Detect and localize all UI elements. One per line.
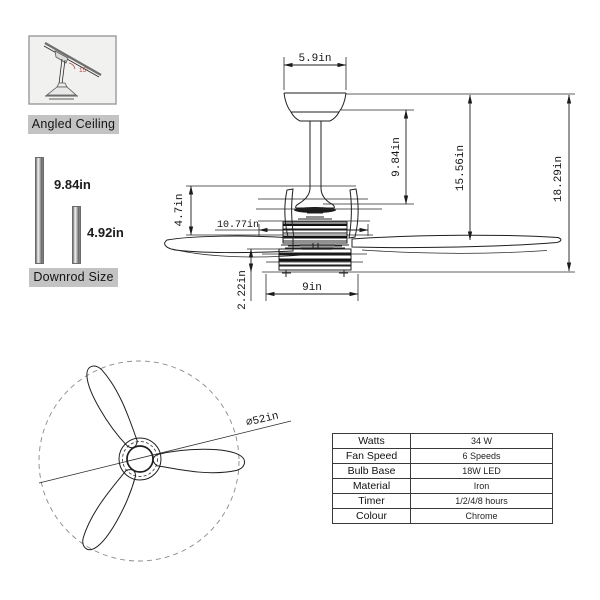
spec-table (332, 433, 553, 524)
downrod-long-label: 9.84in (54, 177, 91, 192)
dim-light-kit-width: 9in (302, 282, 322, 294)
spec-value: Chrome (411, 509, 553, 524)
spec-label: Watts (333, 434, 411, 449)
ceiling-angle-label: 15° (79, 67, 89, 74)
spec-label: Colour (333, 509, 411, 524)
downrod-size-caption: Downrod Size (29, 268, 118, 287)
angled-ceiling-illustration (29, 36, 116, 104)
spec-value: 6 Speeds (411, 449, 553, 464)
side-view-drawing (165, 93, 575, 277)
angled-ceiling-caption: Angled Ceiling (28, 115, 119, 134)
dim-total-height: 18.29in (553, 155, 565, 203)
dim-canopy-width: 5.9in (298, 53, 332, 65)
right-fin (349, 189, 358, 238)
left-fin (285, 189, 294, 238)
spec-label: Timer (333, 494, 411, 509)
downrod-short-label: 4.92in (87, 225, 124, 240)
spec-value: 18W LED (411, 464, 553, 479)
table-row (333, 449, 553, 464)
spec-value: 34 W (411, 434, 553, 449)
table-row (333, 494, 553, 509)
dim-light-kit-height: 2.22in (237, 270, 249, 310)
spec-value: 1/2/4/8 hours (411, 494, 553, 509)
sweep-circle (39, 361, 239, 561)
spec-label: Material (333, 479, 411, 494)
top-view-drawing (39, 361, 291, 561)
table-row (333, 509, 553, 524)
dim-motor-height: 4.7in (174, 193, 186, 227)
downrod-short (72, 206, 81, 264)
spec-label: Bulb Base (333, 464, 411, 479)
dim-ceiling-to-blade: 15.56in (455, 144, 467, 192)
hub-outer (119, 438, 161, 480)
dimensions (174, 53, 569, 310)
spec-label: Fan Speed (333, 449, 411, 464)
spec-value: Iron (411, 479, 553, 494)
dim-motor-width: 10.77in (217, 220, 260, 231)
table-row (333, 434, 553, 449)
hub-inner (127, 446, 153, 472)
downrod-long (35, 157, 44, 264)
table-row (333, 479, 553, 494)
right-blade (352, 235, 561, 247)
table-row (333, 464, 553, 479)
dim-blade-diameter: ⌀52in (245, 410, 280, 430)
top-blade-lower (76, 465, 143, 555)
dim-downrod-length: 9.84in (391, 137, 403, 177)
left-blade (165, 236, 293, 253)
